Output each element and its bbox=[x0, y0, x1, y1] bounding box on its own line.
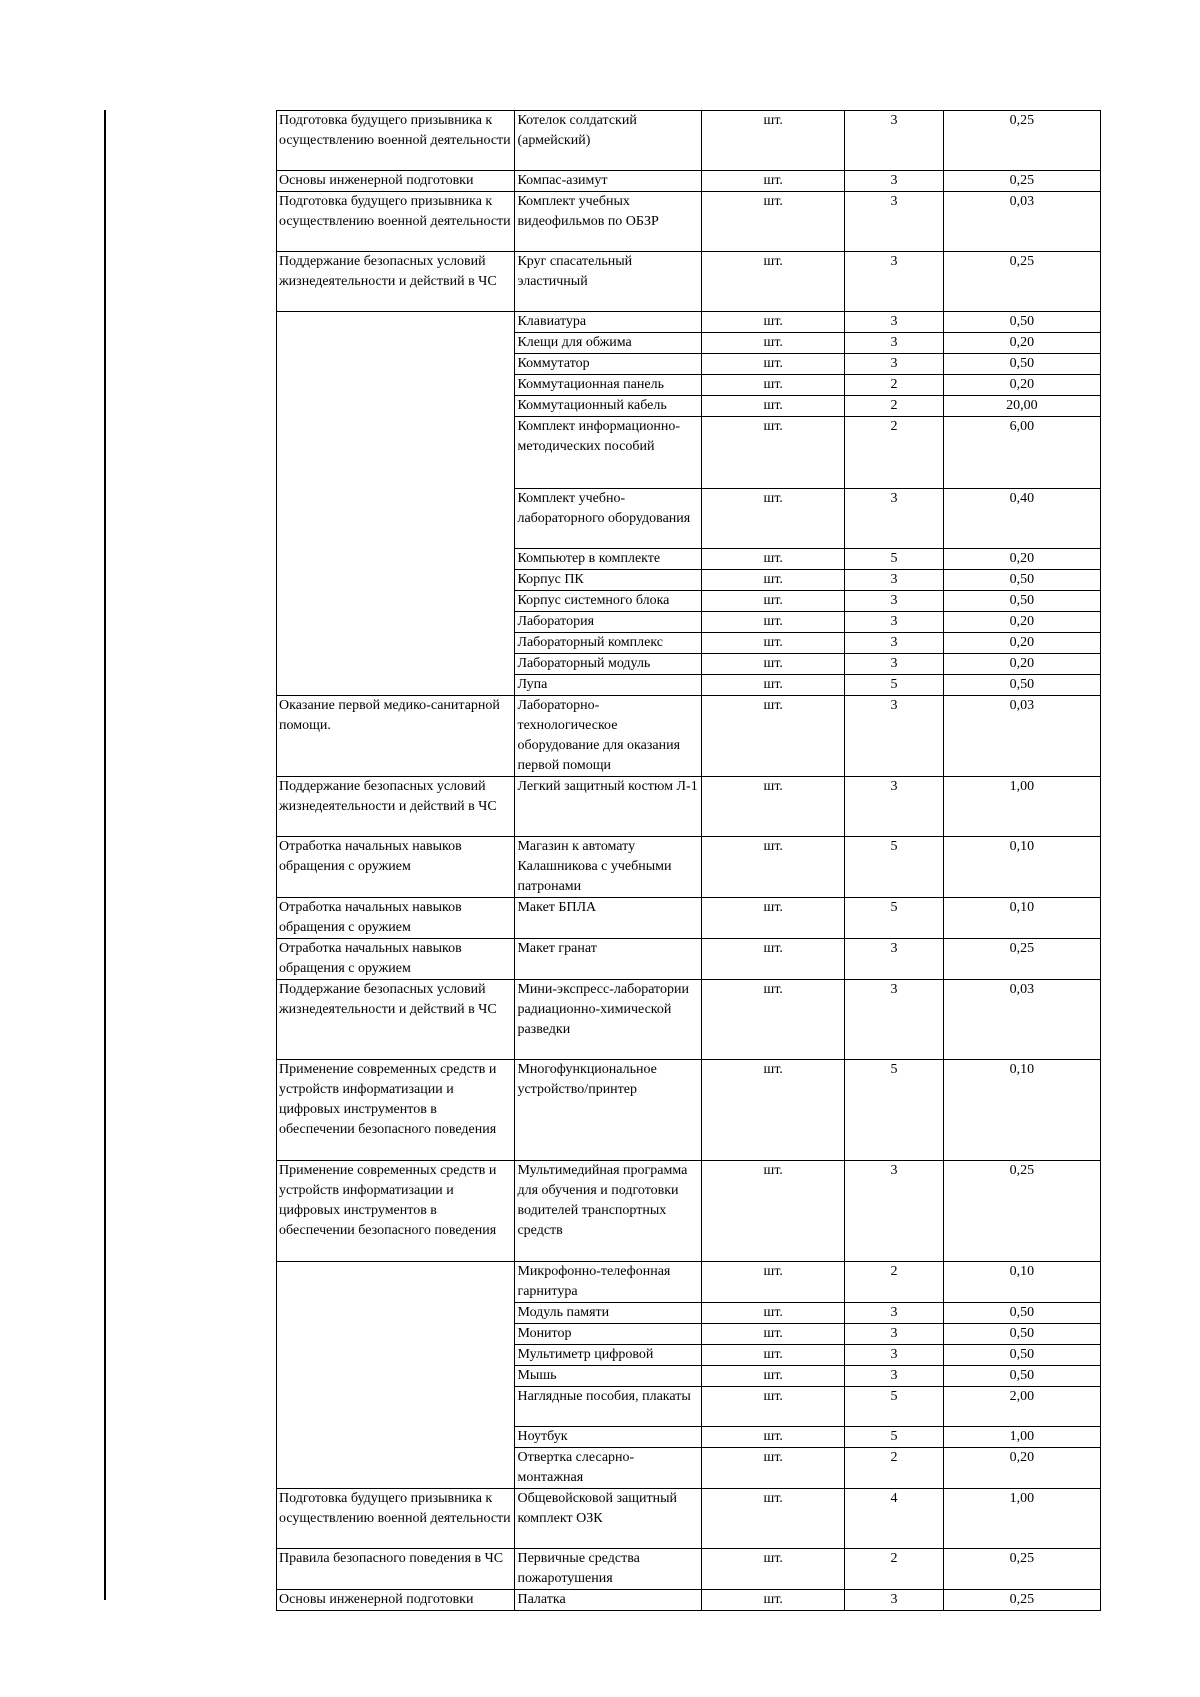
qty-cell: 3 bbox=[845, 192, 943, 252]
area-cell: Применение современных средств и устройств информатизации и цифровых инструментов в обеспечении безопасного поведения bbox=[277, 1060, 515, 1161]
item-cell: Корпус ПК bbox=[515, 570, 702, 591]
page-margin-line bbox=[104, 110, 106, 1600]
unit-cell: шт. bbox=[702, 312, 845, 333]
item-cell: Ноутбук bbox=[515, 1427, 702, 1448]
area-cell: Подготовка будущего призывника к осуществлению военной деятельности bbox=[277, 1489, 515, 1549]
unit-cell: шт. bbox=[702, 354, 845, 375]
unit-cell: шт. bbox=[702, 333, 845, 354]
area-cell: Правила безопасного поведения в ЧС bbox=[277, 1549, 515, 1590]
item-cell: Мультимедийная программа для обучения и подготовки водителей транспортных средств bbox=[515, 1161, 702, 1262]
norm-cell: 0,25 bbox=[943, 171, 1100, 192]
qty-cell: 2 bbox=[845, 417, 943, 489]
norm-cell: 0,03 bbox=[943, 696, 1100, 777]
item-cell: Клещи для обжима bbox=[515, 333, 702, 354]
norm-cell: 0,50 bbox=[943, 570, 1100, 591]
norm-cell: 6,00 bbox=[943, 417, 1100, 489]
area-cell bbox=[277, 1262, 515, 1489]
item-cell: Клавиатура bbox=[515, 312, 702, 333]
qty-cell: 3 bbox=[845, 333, 943, 354]
unit-cell: шт. bbox=[702, 1161, 845, 1262]
qty-cell: 2 bbox=[845, 1549, 943, 1590]
norm-cell: 1,00 bbox=[943, 777, 1100, 837]
item-cell: Лабораторно-технологическое оборудование для оказания первой помощи bbox=[515, 696, 702, 777]
qty-cell: 3 bbox=[845, 612, 943, 633]
qty-cell: 2 bbox=[845, 396, 943, 417]
unit-cell: шт. bbox=[702, 1549, 845, 1590]
item-cell: Мышь bbox=[515, 1366, 702, 1387]
qty-cell: 5 bbox=[845, 1427, 943, 1448]
item-cell: Легкий защитный костюм Л-1 bbox=[515, 777, 702, 837]
norm-cell: 0,25 bbox=[943, 1161, 1100, 1262]
unit-cell: шт. bbox=[702, 1448, 845, 1489]
norm-cell: 0,20 bbox=[943, 375, 1100, 396]
unit-cell: шт. bbox=[702, 898, 845, 939]
item-cell: Макет гранат bbox=[515, 939, 702, 980]
norm-cell: 0,50 bbox=[943, 591, 1100, 612]
norm-cell: 0,40 bbox=[943, 489, 1100, 549]
qty-cell: 4 bbox=[845, 1489, 943, 1549]
unit-cell: шт. bbox=[702, 1366, 845, 1387]
item-cell: Модуль памяти bbox=[515, 1303, 702, 1324]
item-cell: Мини-экспресс-лаборатории радиационно-химической разведки bbox=[515, 980, 702, 1060]
item-cell: Магазин к автомату Калашникова с учебными патронами bbox=[515, 837, 702, 898]
qty-cell: 3 bbox=[845, 312, 943, 333]
qty-cell: 3 bbox=[845, 570, 943, 591]
norm-cell: 0,20 bbox=[943, 333, 1100, 354]
area-cell: Основы инженерной подготовки bbox=[277, 1590, 515, 1611]
norm-cell: 0,20 bbox=[943, 654, 1100, 675]
unit-cell: шт. bbox=[702, 417, 845, 489]
qty-cell: 5 bbox=[845, 837, 943, 898]
item-cell: Компас-азимут bbox=[515, 171, 702, 192]
unit-cell: шт. bbox=[702, 1590, 845, 1611]
norm-cell: 0,20 bbox=[943, 1448, 1100, 1489]
area-cell bbox=[277, 312, 515, 696]
unit-cell: шт. bbox=[702, 654, 845, 675]
unit-cell: шт. bbox=[702, 1387, 845, 1427]
qty-cell: 3 bbox=[845, 633, 943, 654]
qty-cell: 2 bbox=[845, 1448, 943, 1489]
area-cell: Подготовка будущего призывника к осуществлению военной деятельности bbox=[277, 111, 515, 171]
qty-cell: 3 bbox=[845, 171, 943, 192]
norm-cell: 0,50 bbox=[943, 1366, 1100, 1387]
unit-cell: шт. bbox=[702, 111, 845, 171]
unit-cell: шт. bbox=[702, 489, 845, 549]
qty-cell: 3 bbox=[845, 1303, 943, 1324]
norm-cell: 0,25 bbox=[943, 252, 1100, 312]
qty-cell: 3 bbox=[845, 354, 943, 375]
unit-cell: шт. bbox=[702, 980, 845, 1060]
unit-cell: шт. bbox=[702, 1324, 845, 1345]
equipment-table bbox=[276, 110, 1101, 1611]
area-cell: Поддержание безопасных условий жизнедеятельности и действий в ЧС bbox=[277, 252, 515, 312]
qty-cell: 3 bbox=[845, 939, 943, 980]
qty-cell: 2 bbox=[845, 375, 943, 396]
area-cell: Поддержание безопасных условий жизнедеятельности и действий в ЧС bbox=[277, 777, 515, 837]
norm-cell: 1,00 bbox=[943, 1489, 1100, 1549]
item-cell: Лабораторный комплекс bbox=[515, 633, 702, 654]
qty-cell: 3 bbox=[845, 1590, 943, 1611]
qty-cell: 3 bbox=[845, 1345, 943, 1366]
qty-cell: 3 bbox=[845, 252, 943, 312]
qty-cell: 3 bbox=[845, 696, 943, 777]
area-cell: Оказание первой медико-санитарной помощи. bbox=[277, 696, 515, 777]
norm-cell: 0,25 bbox=[943, 111, 1100, 171]
unit-cell: шт. bbox=[702, 549, 845, 570]
qty-cell: 3 bbox=[845, 654, 943, 675]
area-cell: Подготовка будущего призывника к осуществлению военной деятельности bbox=[277, 192, 515, 252]
norm-cell: 2,00 bbox=[943, 1387, 1100, 1427]
item-cell: Общевойсковой защитный комплект ОЗК bbox=[515, 1489, 702, 1549]
unit-cell: шт. bbox=[702, 1489, 845, 1549]
norm-cell: 0,10 bbox=[943, 898, 1100, 939]
table-row bbox=[277, 192, 1101, 252]
norm-cell: 0,50 bbox=[943, 675, 1100, 696]
norm-cell: 0,50 bbox=[943, 354, 1100, 375]
qty-cell: 3 bbox=[845, 1366, 943, 1387]
qty-cell: 3 bbox=[845, 1324, 943, 1345]
table-row bbox=[277, 111, 1101, 171]
item-cell: Комплект учебных видеофильмов по ОБЗР bbox=[515, 192, 702, 252]
qty-cell: 5 bbox=[845, 898, 943, 939]
area-cell: Применение современных средств и устройств информатизации и цифровых инструментов в обеспечении безопасного поведения bbox=[277, 1161, 515, 1262]
norm-cell: 0,10 bbox=[943, 837, 1100, 898]
area-cell: Отработка начальных навыков обращения с оружием bbox=[277, 939, 515, 980]
norm-cell: 1,00 bbox=[943, 1427, 1100, 1448]
item-cell: Макет БПЛА bbox=[515, 898, 702, 939]
table-row bbox=[277, 777, 1101, 837]
unit-cell: шт. bbox=[702, 570, 845, 591]
norm-cell: 0,10 bbox=[943, 1060, 1100, 1161]
item-cell: Комплект информационно-методических пособий bbox=[515, 417, 702, 489]
norm-cell: 0,50 bbox=[943, 1345, 1100, 1366]
qty-cell: 3 bbox=[845, 489, 943, 549]
item-cell: Палатка bbox=[515, 1590, 702, 1611]
unit-cell: шт. bbox=[702, 777, 845, 837]
qty-cell: 3 bbox=[845, 591, 943, 612]
norm-cell: 0,25 bbox=[943, 1549, 1100, 1590]
qty-cell: 3 bbox=[845, 111, 943, 171]
table-row bbox=[277, 939, 1101, 980]
item-cell: Многофункциональное устройство/принтер bbox=[515, 1060, 702, 1161]
table-row bbox=[277, 1590, 1101, 1611]
item-cell: Первичные средства пожаротушения bbox=[515, 1549, 702, 1590]
table-row bbox=[277, 980, 1101, 1060]
qty-cell: 3 bbox=[845, 777, 943, 837]
item-cell: Лупа bbox=[515, 675, 702, 696]
item-cell: Лабораторный модуль bbox=[515, 654, 702, 675]
qty-cell: 5 bbox=[845, 549, 943, 570]
area-cell: Основы инженерной подготовки bbox=[277, 171, 515, 192]
item-cell: Корпус системного блока bbox=[515, 591, 702, 612]
item-cell: Коммутационная панель bbox=[515, 375, 702, 396]
norm-cell: 0,50 bbox=[943, 1303, 1100, 1324]
unit-cell: шт. bbox=[702, 1345, 845, 1366]
unit-cell: шт. bbox=[702, 1060, 845, 1161]
norm-cell: 0,25 bbox=[943, 1590, 1100, 1611]
unit-cell: шт. bbox=[702, 675, 845, 696]
qty-cell: 5 bbox=[845, 675, 943, 696]
item-cell: Мультиметр цифровой bbox=[515, 1345, 702, 1366]
table-row bbox=[277, 1549, 1101, 1590]
table-row bbox=[277, 171, 1101, 192]
unit-cell: шт. bbox=[702, 696, 845, 777]
item-cell: Круг спасательный эластичный bbox=[515, 252, 702, 312]
item-cell: Коммутатор bbox=[515, 354, 702, 375]
norm-cell: 0,03 bbox=[943, 192, 1100, 252]
norm-cell: 0,03 bbox=[943, 980, 1100, 1060]
table-row bbox=[277, 837, 1101, 898]
unit-cell: шт. bbox=[702, 1303, 845, 1324]
area-cell: Поддержание безопасных условий жизнедеятельности и действий в ЧС bbox=[277, 980, 515, 1060]
qty-cell: 3 bbox=[845, 980, 943, 1060]
qty-cell: 2 bbox=[845, 1262, 943, 1303]
unit-cell: шт. bbox=[702, 633, 845, 654]
table-row bbox=[277, 1262, 1101, 1303]
unit-cell: шт. bbox=[702, 1262, 845, 1303]
qty-cell: 3 bbox=[845, 1161, 943, 1262]
area-cell: Отработка начальных навыков обращения с оружием bbox=[277, 837, 515, 898]
table-row bbox=[277, 312, 1101, 333]
item-cell: Коммутационный кабель bbox=[515, 396, 702, 417]
unit-cell: шт. bbox=[702, 1427, 845, 1448]
norm-cell: 0,50 bbox=[943, 312, 1100, 333]
norm-cell: 0,20 bbox=[943, 612, 1100, 633]
table-row bbox=[277, 898, 1101, 939]
item-cell: Монитор bbox=[515, 1324, 702, 1345]
table-row bbox=[277, 1060, 1101, 1161]
norm-cell: 0,20 bbox=[943, 549, 1100, 570]
item-cell: Компьютер в комплекте bbox=[515, 549, 702, 570]
norm-cell: 0,20 bbox=[943, 633, 1100, 654]
unit-cell: шт. bbox=[702, 171, 845, 192]
item-cell: Отвертка слесарно-монтажная bbox=[515, 1448, 702, 1489]
norm-cell: 0,50 bbox=[943, 1324, 1100, 1345]
item-cell: Комплект учебно-лабораторного оборудования bbox=[515, 489, 702, 549]
qty-cell: 5 bbox=[845, 1060, 943, 1161]
norm-cell: 0,25 bbox=[943, 939, 1100, 980]
table-row bbox=[277, 1489, 1101, 1549]
unit-cell: шт. bbox=[702, 591, 845, 612]
unit-cell: шт. bbox=[702, 375, 845, 396]
unit-cell: шт. bbox=[702, 192, 845, 252]
item-cell: Микрофонно-телефонная гарнитура bbox=[515, 1262, 702, 1303]
item-cell: Котелок солдатский (армейский) bbox=[515, 111, 702, 171]
item-cell: Лаборатория bbox=[515, 612, 702, 633]
norm-cell: 20,00 bbox=[943, 396, 1100, 417]
table-row bbox=[277, 252, 1101, 312]
unit-cell: шт. bbox=[702, 396, 845, 417]
qty-cell: 5 bbox=[845, 1387, 943, 1427]
unit-cell: шт. bbox=[702, 612, 845, 633]
unit-cell: шт. bbox=[702, 837, 845, 898]
unit-cell: шт. bbox=[702, 252, 845, 312]
norm-cell: 0,10 bbox=[943, 1262, 1100, 1303]
item-cell: Наглядные пособия, плакаты bbox=[515, 1387, 702, 1427]
table-row bbox=[277, 1161, 1101, 1262]
area-cell: Отработка начальных навыков обращения с оружием bbox=[277, 898, 515, 939]
table-row bbox=[277, 696, 1101, 777]
unit-cell: шт. bbox=[702, 939, 845, 980]
